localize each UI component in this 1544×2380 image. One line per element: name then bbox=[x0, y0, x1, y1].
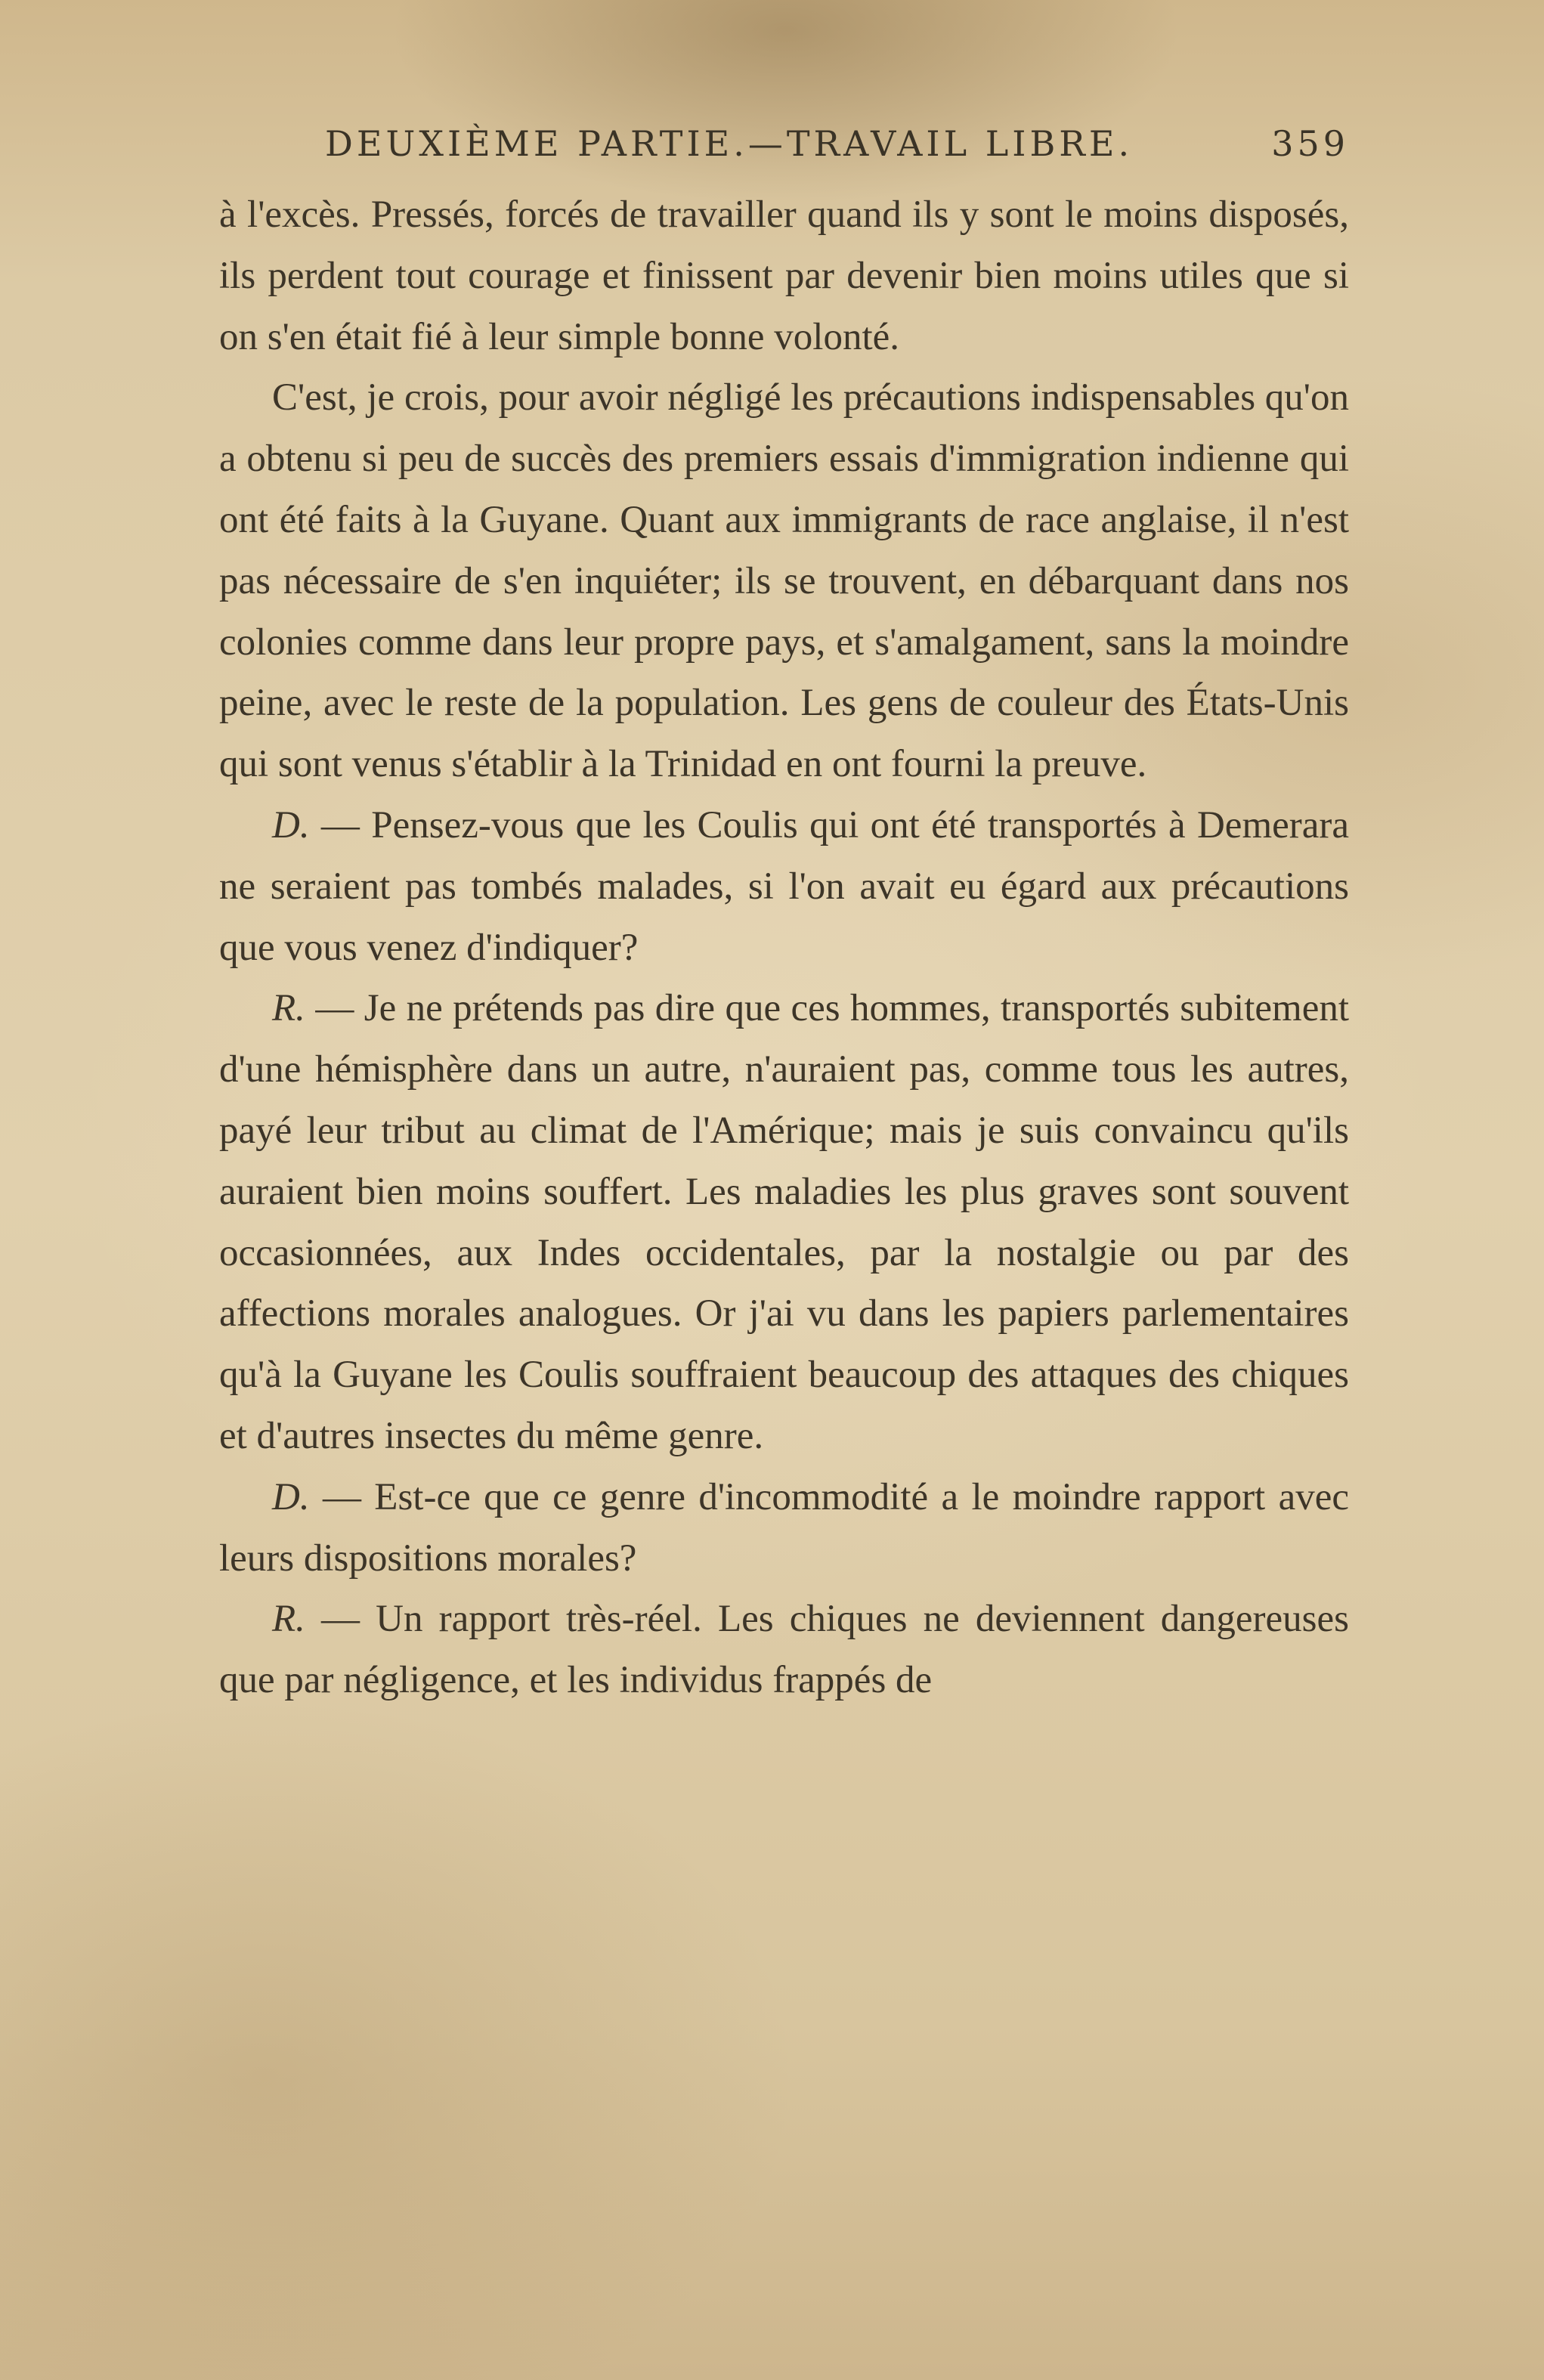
paragraph-text: — Je ne prétends pas dire que ces hommes, transportés subitement d'une hémisphère dans un autre, n'auraient pas, comme tous les autres, payé leur tribut au climat de l'Amérique; mais je suis convaincu qu'ils auraient bien moins souffert. Les maladies les plus graves sont souvent occasionnées, aux Indes occidentales, par la nostalgie ou par des affections morales analogues. Or j'ai vu dans les papiers parlementaires qu'à la Guyane les Coulis souffraient beaucoup des attaques des chiques et d'autres insectes du même genre. bbox=[219, 987, 1349, 1457]
paragraph-text: — Pensez-vous que les Coulis qui ont été transportés à Demerara ne seraient pas tombés malades, si l'on avait eu égard aux précautions que vous venez d'indiquer? bbox=[219, 803, 1349, 969]
speaker-label: R. bbox=[272, 1598, 305, 1641]
dialogue-answer bbox=[219, 1589, 1349, 1711]
paragraph-text: C'est, je crois, pour avoir négligé les précautions indispensables qu'on a obtenu si peu de succès des premiers essais d'immigration indienne qui ont été faits à la Guyane. Quant aux immigrants de race anglaise, il n'est pas nécessaire de s'en inquiéter; ils se trouvent, en débarquant dans nos colonies comme dans leur propre pays, et s'amalgament, sans la moindre peine, avec le reste de la population. Les gens de couleur des États-Unis qui sont venus s'établir à la Trinidad en ont fourni la preuve. bbox=[219, 376, 1349, 786]
speaker-label: R. bbox=[272, 987, 305, 1030]
speaker-label: D. bbox=[272, 803, 310, 846]
paragraph-text: à l'excès. Pressés, forcés de travailler quand ils y sont le moins disposés, ils perdent tout courage et finissent par devenir bien moins utiles que si on s'en était fié à leur simple bonne volonté. bbox=[219, 193, 1349, 358]
paragraph bbox=[219, 184, 1349, 367]
paragraph-text: — Un rapport très-réel. Les chiques ne deviennent dangereuses que par négligence, et les individus frappés de bbox=[219, 1598, 1349, 1702]
page-number: 359 bbox=[1271, 123, 1349, 164]
paragraph bbox=[219, 367, 1349, 795]
dialogue-question bbox=[219, 1467, 1349, 1589]
page-header bbox=[219, 113, 1349, 174]
body-text bbox=[219, 184, 1349, 1711]
running-title: DEUXIÈME PARTIE.—TRAVAIL LIBRE. bbox=[325, 123, 1134, 164]
paragraph-text: — Est-ce que ce genre d'incommodité a le moindre rapport avec leurs dispositions morales? bbox=[219, 1475, 1349, 1580]
speaker-label: D. bbox=[272, 1475, 310, 1518]
dialogue-question bbox=[219, 795, 1349, 978]
dialogue-answer bbox=[219, 978, 1349, 1466]
